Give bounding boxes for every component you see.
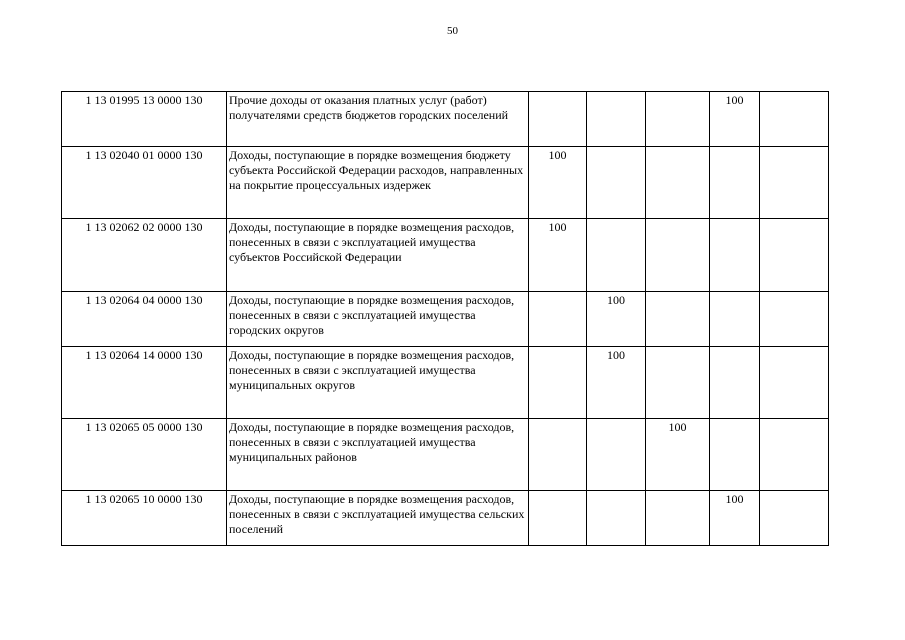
- row-value-1: 100: [529, 219, 587, 292]
- row-value-2: [587, 92, 646, 147]
- row-code: 1 13 02040 01 0000 130: [62, 147, 227, 219]
- row-value-3: [646, 147, 710, 219]
- row-value-5: [760, 147, 829, 219]
- row-value-5: [760, 347, 829, 419]
- row-code: 1 13 02062 02 0000 130: [62, 219, 227, 292]
- table-row: [62, 92, 829, 147]
- page-number: 50: [447, 25, 458, 37]
- row-value-3: [646, 491, 710, 546]
- table-row: [62, 347, 829, 419]
- table-row: [62, 292, 829, 347]
- row-name: Доходы, поступающие в порядке возмещения расходов, понесенных в связи с эксплуатацией имущества муниципальных районов: [227, 419, 529, 491]
- row-value-3: [646, 347, 710, 419]
- row-code: 1 13 02064 04 0000 130: [62, 292, 227, 347]
- row-value-1: [529, 491, 587, 546]
- row-name: Доходы, поступающие в порядке возмещения расходов, понесенных в связи с эксплуатацией имущества городских округов: [227, 292, 529, 347]
- row-value-5: [760, 92, 829, 147]
- row-value-5: [760, 292, 829, 347]
- row-value-4: 100: [710, 92, 760, 147]
- table-row: [62, 491, 829, 546]
- row-name: Прочие доходы от оказания платных услуг (работ) получателями средств бюджетов городских поселений: [227, 92, 529, 147]
- row-value-1: 100: [529, 147, 587, 219]
- row-code: 1 13 02065 10 0000 130: [62, 491, 227, 546]
- row-value-3: [646, 219, 710, 292]
- row-value-2: [587, 491, 646, 546]
- table-row: [62, 147, 829, 219]
- row-name: Доходы, поступающие в порядке возмещения расходов, понесенных в связи с эксплуатацией имущества муниципальных округов: [227, 347, 529, 419]
- row-value-3: [646, 92, 710, 147]
- row-value-1: [529, 419, 587, 491]
- row-value-1: [529, 347, 587, 419]
- row-value-4: [710, 292, 760, 347]
- row-name: Доходы, поступающие в порядке возмещения бюджету субъекта Российской Федерации расходов, направленных на покрытие процессуальных издержек: [227, 147, 529, 219]
- row-value-5: [760, 419, 829, 491]
- row-value-4: 100: [710, 491, 760, 546]
- row-value-2: 100: [587, 347, 646, 419]
- row-value-1: [529, 92, 587, 147]
- table-row: [62, 219, 829, 292]
- row-code: 1 13 02065 05 0000 130: [62, 419, 227, 491]
- row-value-4: [710, 347, 760, 419]
- row-value-2: [587, 419, 646, 491]
- row-code: 1 13 02064 14 0000 130: [62, 347, 227, 419]
- row-code: 1 13 01995 13 0000 130: [62, 92, 227, 147]
- row-value-5: [760, 219, 829, 292]
- row-value-2: 100: [587, 292, 646, 347]
- row-name: Доходы, поступающие в порядке возмещения расходов, понесенных в связи с эксплуатацией имущества сельских поселений: [227, 491, 529, 546]
- row-value-4: [710, 219, 760, 292]
- row-value-1: [529, 292, 587, 347]
- row-value-4: [710, 419, 760, 491]
- table-row: [62, 419, 829, 491]
- row-value-2: [587, 147, 646, 219]
- row-value-2: [587, 219, 646, 292]
- row-value-3: [646, 292, 710, 347]
- revenue-distribution-table: [61, 91, 829, 546]
- row-name: Доходы, поступающие в порядке возмещения расходов, понесенных в связи с эксплуатацией имущества субъектов Российской Федерации: [227, 219, 529, 292]
- row-value-5: [760, 491, 829, 546]
- row-value-3: 100: [646, 419, 710, 491]
- row-value-4: [710, 147, 760, 219]
